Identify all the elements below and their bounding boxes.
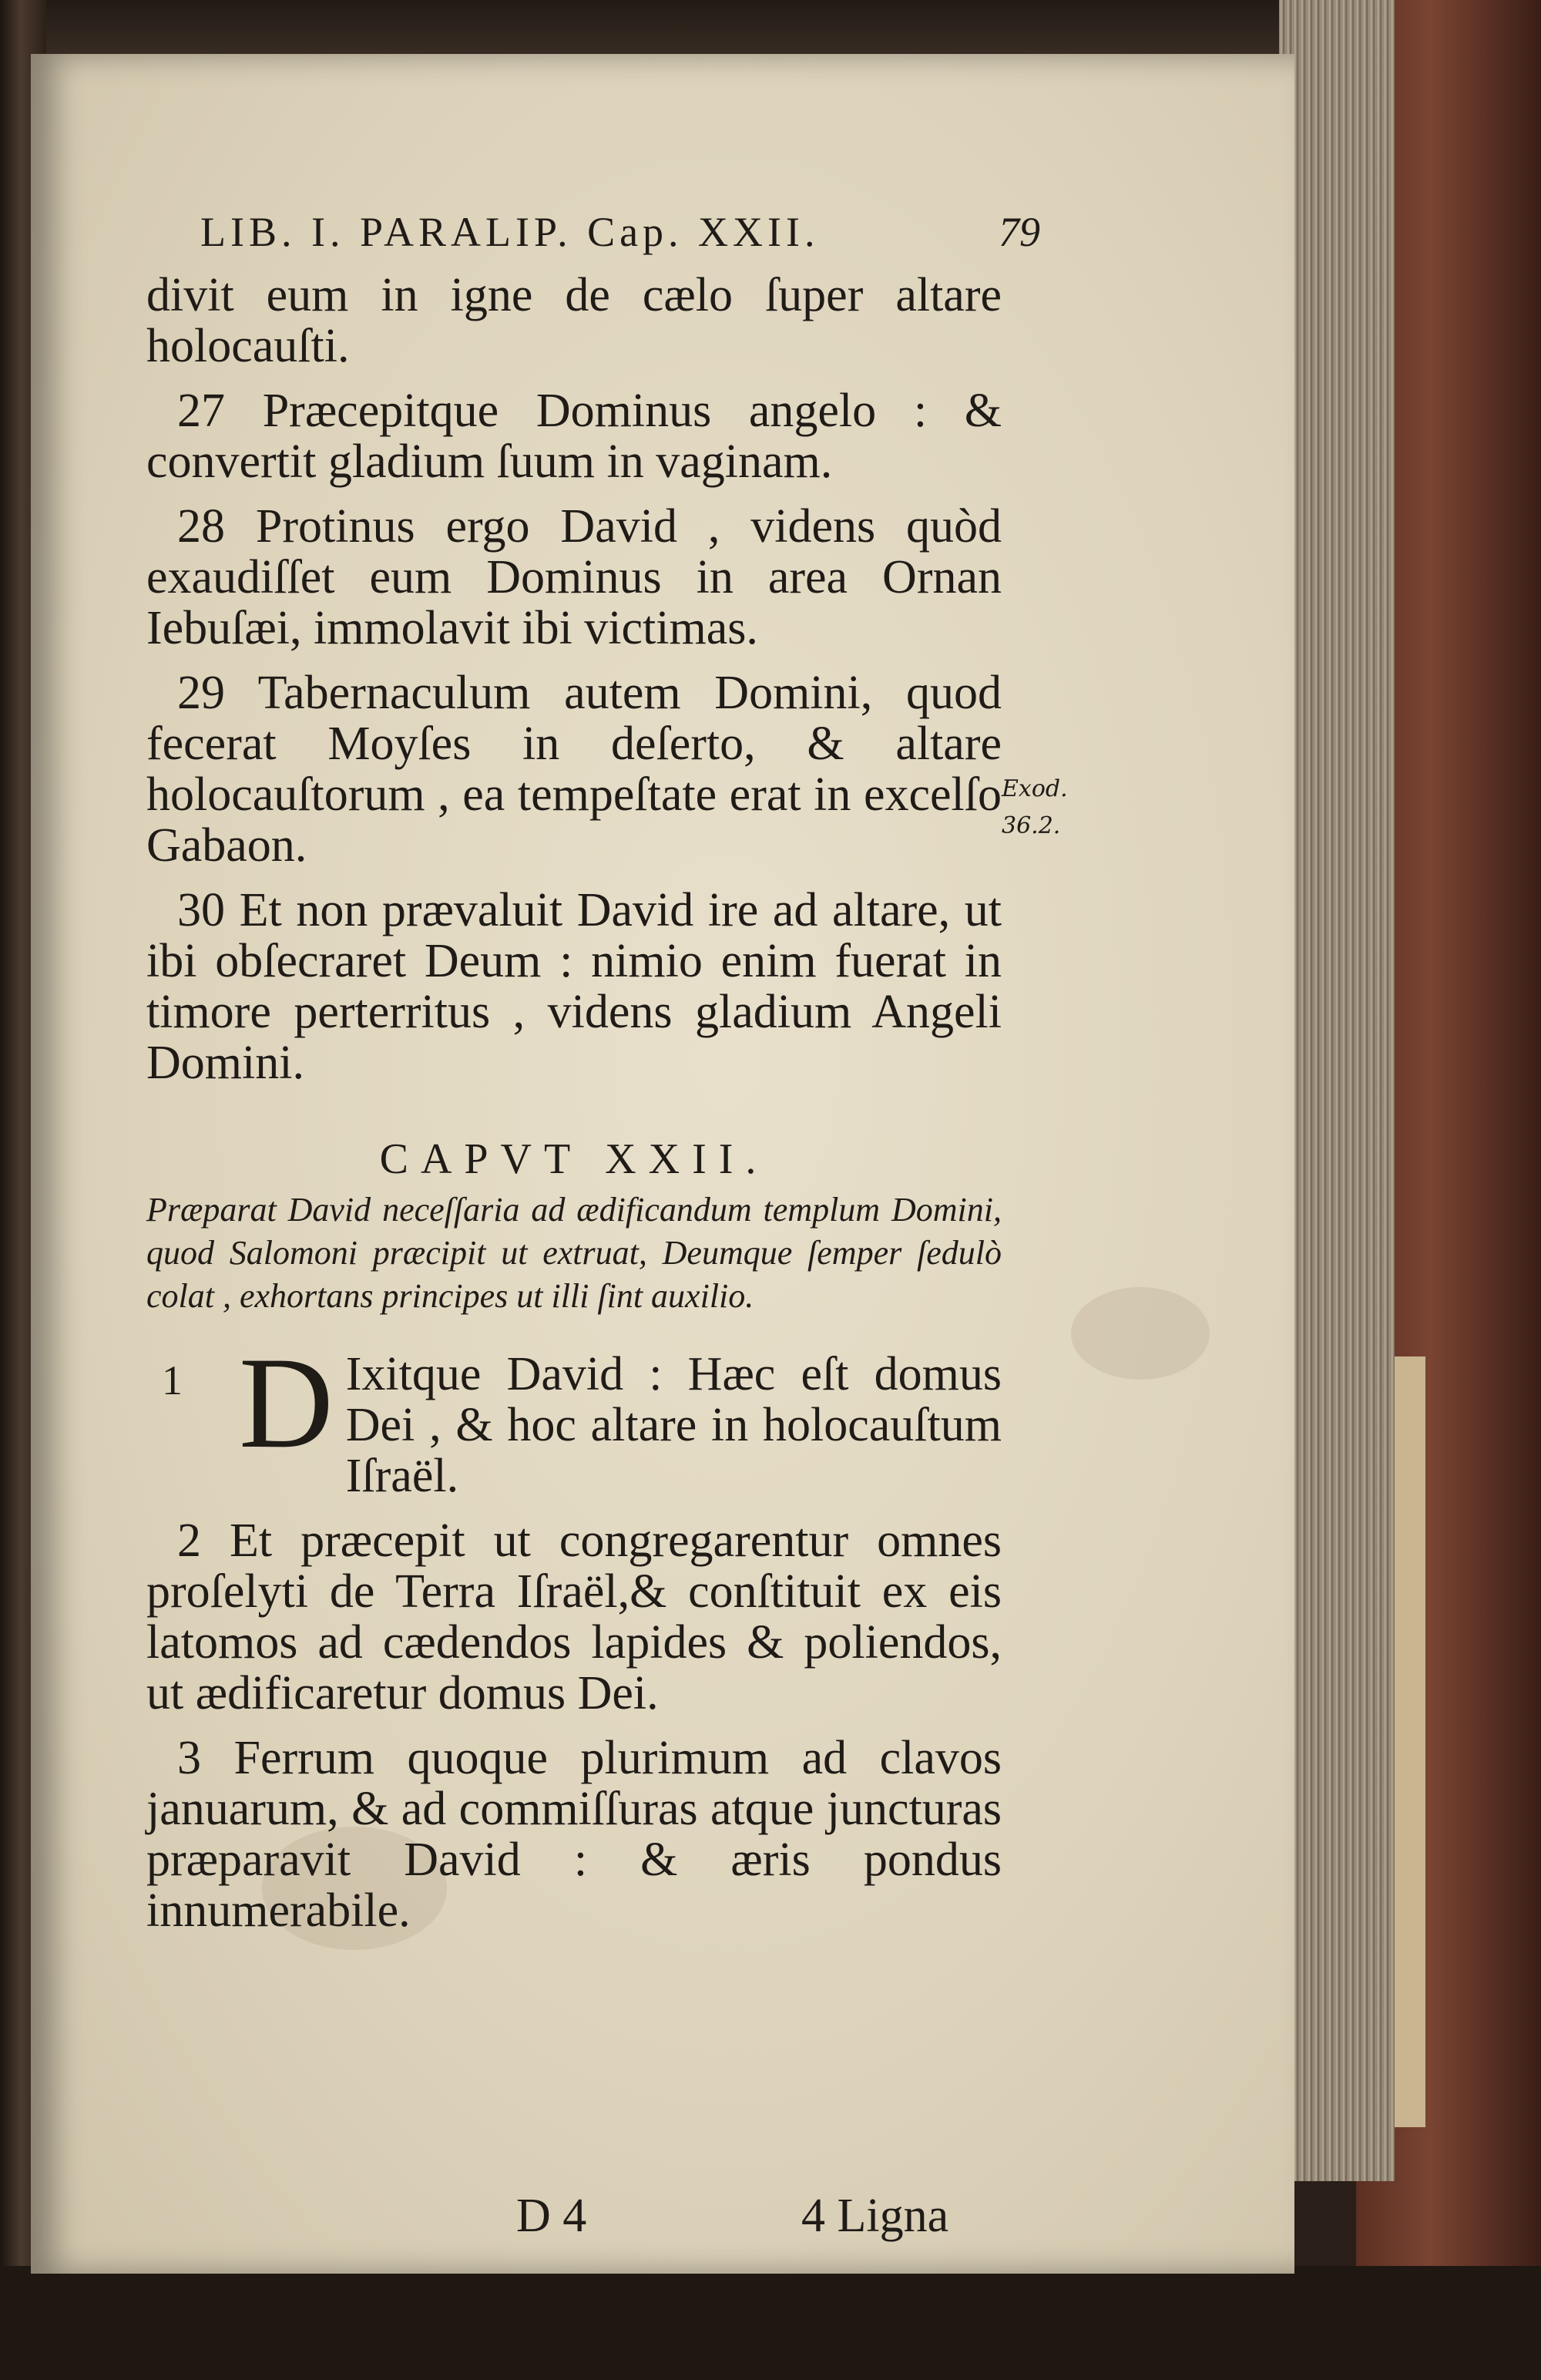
signature-mark: D 4 [516,2190,587,2242]
marginal-note [1002,771,1068,845]
drop-cap: D [239,1330,334,1475]
verse-2: 2 Et præcepit ut congregarentur omnes proſelyti de Terra Iſraël,& conſtituit ex eis latomos ad cædendos lapides & poliendos, ut ædificaretur domus Dei. [146,1514,1002,1719]
verse-number: 1 [162,1357,183,1403]
marginal-note-line: Exod. [1002,775,1068,802]
page-number: 79 [999,209,1040,255]
paper-stain [1071,1287,1210,1380]
verse-text: divit eum in igne de cælo ſuper altare holocauſti. [146,269,1002,372]
bottom-shadow [0,2266,1541,2380]
verse-1-text: Ixitque David : Hæc eſt domus Dei , & hoc altare in holocauſtum Iſraël. [345,1348,1002,1502]
verse-30: 30 Et non prævaluit David ire ad altare, ut ibi obſecraret Deum : nimio enim fuerat in timore perterritus , videns gladium Angeli Domini. [146,884,1002,1089]
verse-28: 28 Protinus ergo David , videns quòd exaudiſſet eum Dominus in area Ornan Iebuſæi, immolavit ibi victimas. [146,500,1002,654]
marginal-note-line: 36.2. [1002,812,1061,839]
page-footer [146,2189,1002,2251]
catchword: 4 Ligna [801,2190,949,2242]
verse-3: 3 Ferrum quoque plurimum ad clavos januarum, & ad commiſſuras atque juncturas præparavit David : & æris pondus innumerabile. [146,1732,1002,1937]
running-title: LIB. I. PARALIP. Cap. XXII. [200,209,820,255]
page-edges [1279,0,1395,2181]
verse-29: 29 Tabernaculum autem Domini, quod fecerat Moyſes in deſerto, & altare holocauſtorum , ea tempeſtate erat in excelſo Gabaon. [146,667,1002,872]
chapter-summary: Præparat David neceſſaria ad ædificandum templum Domini, quod Salomoni præcipit ut extruat, Deumque ſemper ſedulò colat , exhortans principes ut illi ſint auxilio. [146,1191,1002,1315]
running-header [200,208,1040,270]
book-page [31,54,1294,2274]
verse-27: 27 Præcepitque Dominus angelo : & convertit gladium ſuum in vaginam. [146,385,1002,488]
chapter-heading: CAPVT XXII. [379,1135,769,1183]
verse-1 [146,1330,1002,1502]
